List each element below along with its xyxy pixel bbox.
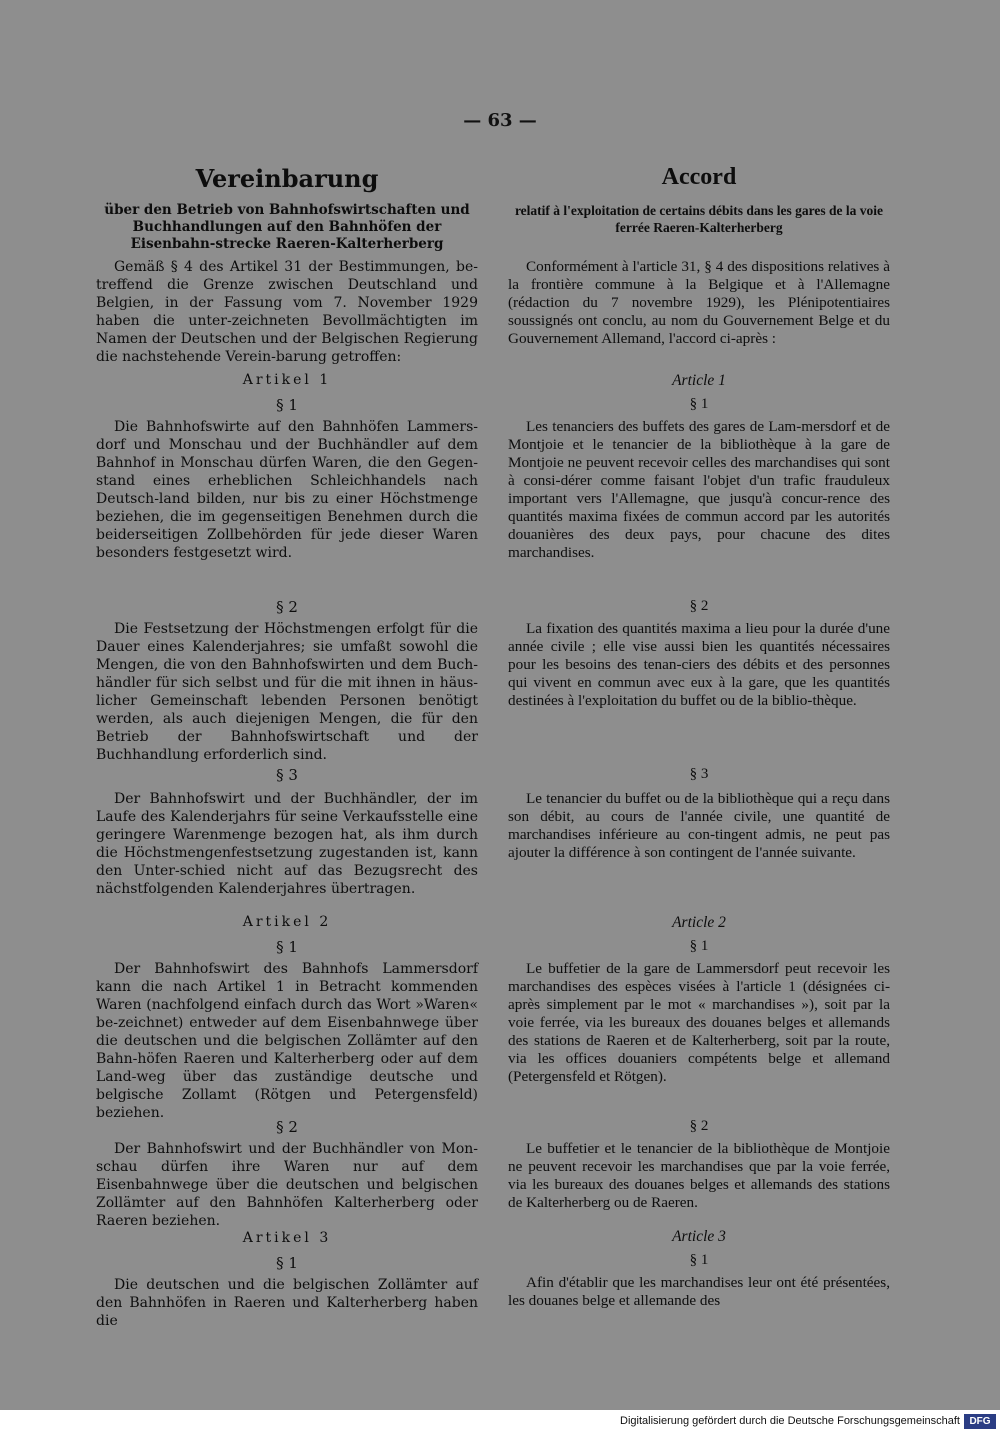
french-art3-s1: Afin d'établir que les marchandises leur ont été présentées, les douanes belge et allemande des <box>508 1274 890 1309</box>
footer-credit: Digitalisierung gefördert durch die Deutsche Forschungsgemeinschaft <box>620 1415 960 1427</box>
dfg-logo: DFG <box>964 1414 996 1429</box>
german-intro: Gemäß § 4 des Artikel 31 der Bestimmungen, be-treffend die Grenze zwischen Deutschland und Belgien, in der Fassung vom 7. November 1929 haben die unter-zeichneten Bevollmächtigten im Namen der Deutschen und der Belgischen Regierung die nachstehende Verein-barung getroffen: <box>96 259 478 365</box>
french-art3-s1-heading: § 1 <box>689 1252 709 1268</box>
french-art1-s3-heading: § 3 <box>689 766 709 782</box>
french-article-2-heading: Article 2 <box>672 914 726 931</box>
french-art1-s3: Le tenancier du buffet ou de la bibliothèque qui a reçu dans son débit, au cours de l'année civile, une quantité de marchandises inférieure au con-tingent admis, ne peut pas ajouter la différence à son contingent de l'année suivante. <box>508 790 890 861</box>
footer-bar <box>0 1412 1000 1434</box>
french-art1-s2: La fixation des quantités maxima a lieu pour la durée d'une année civile ; elle vise aussi bien les quantités nécessaires pour les besoins des tenan-ciers des débits et des personnes qui vivent en commun avec eux à la gare, que les quantités destinées à l'exploitation du buffet ou de la biblio-thèque. <box>508 620 890 709</box>
german-title: Vereinbarung <box>195 164 379 193</box>
german-article-3-heading: Artikel 3 <box>242 1230 332 1246</box>
french-subtitle: relatif à l'exploitation de certains débits dans les gares de la voie ferrée Raeren-Kalterherberg <box>514 203 884 235</box>
french-art1-s2-heading: § 2 <box>689 598 709 614</box>
german-art1-s1: Die Bahnhofswirte auf den Bahnhöfen Lammers-dorf und Monschau und der Buchhändler auf dem Bahnhof in Monschau dürfen Waren, die den Gegen-stand eines erheblichen Schleichhandels nach Deutsch-land bilden, nur bis zu einer Höchstmenge beziehen, die im gegenseitigen Benehmen durch die beiderseitigen Zollbehörden für jede dieser Waren besonders festgesetzt wird. <box>96 419 478 561</box>
french-title: Accord <box>661 164 737 190</box>
french-intro: Conformément à l'article 31, § 4 des dispositions relatives à la frontière commune à la Belgique et à l'Allemagne (rédaction du 7 novembre 1929), les Plénipotentiaires soussignés ont conclu, au nom du Gouvernement Belge et du Gouvernement Allemand, l'accord ci-après : <box>508 258 890 347</box>
german-art2-s2-heading: § 2 <box>276 1118 298 1136</box>
german-article-1-heading: Artikel 1 <box>242 372 332 388</box>
german-art3-s1: Die deutschen und die belgischen Zollämter auf den Bahnhöfen in Raeren und Kalterherberg haben die <box>96 1277 478 1329</box>
german-art3-s1-heading: § 1 <box>276 1254 298 1272</box>
german-art1-s2-heading: § 2 <box>276 598 298 616</box>
german-art1-s1-heading: § 1 <box>276 396 298 414</box>
german-art2-s1: Der Bahnhofswirt des Bahnhofs Lammersdorf kann die nach Artikel 1 in Betracht kommenden Waren (nachfolgend einfach durch das Wort »Waren« be-zeichnet) entweder auf dem Eisenbahnwege über die deutschen und die belgischen Zollämter auf den Bahn-höfen Raeren und Kalterherberg oder auf dem Land-weg über das zuständige deutsche und belgische Zollamt (Rötgen und Petergensfeld) beziehen. <box>96 961 478 1121</box>
french-article-1-heading: Article 1 <box>672 372 726 389</box>
german-art2-s2: Der Bahnhofswirt und der Buchhändler von Mon-schau dürfen ihre Waren nur auf dem Eisenbahnwege über die deutschen und belgischen Zollämter auf den Bahnhöfen Kalterherberg oder Raeren beziehen. <box>96 1141 478 1229</box>
german-article-2-heading: Artikel 2 <box>242 914 332 930</box>
french-art2-s1: Le buffetier de la gare de Lammersdorf peut recevoir les marchandises des espèces visées à l'article 1 (désignées ci-après simplement par le mot « marchandises »), soit par la voie ferrée, via les bureaux des douanes belges et allemands des stations de Raeren et de Kalterherberg, soit par la route, via les offices douaniers compétents belge et allemand (Petergensfeld et Rötgen). <box>508 960 890 1085</box>
french-art1-s1-heading: § 1 <box>689 396 709 412</box>
french-art2-s2-heading: § 2 <box>689 1118 709 1134</box>
french-art1-s1: Les tenanciers des buffets des gares de Lam-mersdorf et de Montjoie et le tenancier de la bibliothèque à la gare de Montjoie ne peuvent recevoir celles des marchandises qui sont à consi-dérer comme faisant l'objet d'un trafic frauduleux important vers l'Allemagne, que jusqu'à concur-rence des quantités maxima fixées de commun accord par les autorités douanières des deux pays, pour chacune des dites marchandises. <box>508 418 890 561</box>
french-art2-s2: Le buffetier et le tenancier de la bibliothèque de Montjoie ne peuvent recevoir les marchandises que par la voie ferrée, via les bureaux des douanes belges et allemands des stations de Kalterherberg ou de Raeren. <box>508 1140 890 1211</box>
german-art2-s1-heading: § 1 <box>276 938 298 956</box>
page-number: — 63 — <box>463 110 537 131</box>
german-subtitle: über den Betrieb von Bahnhofswirtschaften und Buchhandlungen auf den Bahnhöfen der Eisenbahn-strecke Raeren-Kalterherberg <box>104 202 470 252</box>
french-art2-s1-heading: § 1 <box>689 938 709 954</box>
german-art1-s3-heading: § 3 <box>276 766 298 784</box>
french-article-3-heading: Article 3 <box>672 1228 726 1245</box>
german-art1-s2: Die Festsetzung der Höchstmengen erfolgt für die Dauer eines Kalenderjahres; sie umfaßt sowohl die Mengen, die von den Bahnhofswirten und dem Buch-händler für sich selbst und für die mit ihnen in häus-licher Gemeinschaft lebenden Personen benötigt werden, als auch diejenigen Mengen, die für den Betrieb der Bahnhofswirtschaft und der Buchhandlung erforderlich sind. <box>96 621 478 763</box>
german-art1-s3: Der Bahnhofswirt und der Buchhändler, der im Laufe des Kalenderjahrs für seine Verkaufsstelle eine geringere Warenmenge bezogen hat, als ihm durch die Höchstmengenfestsetzung zugestanden ist, kann den Unter-schied nicht auf das Bezugsrecht des nächstfolgenden Kalenderjahres übertragen. <box>96 791 478 897</box>
